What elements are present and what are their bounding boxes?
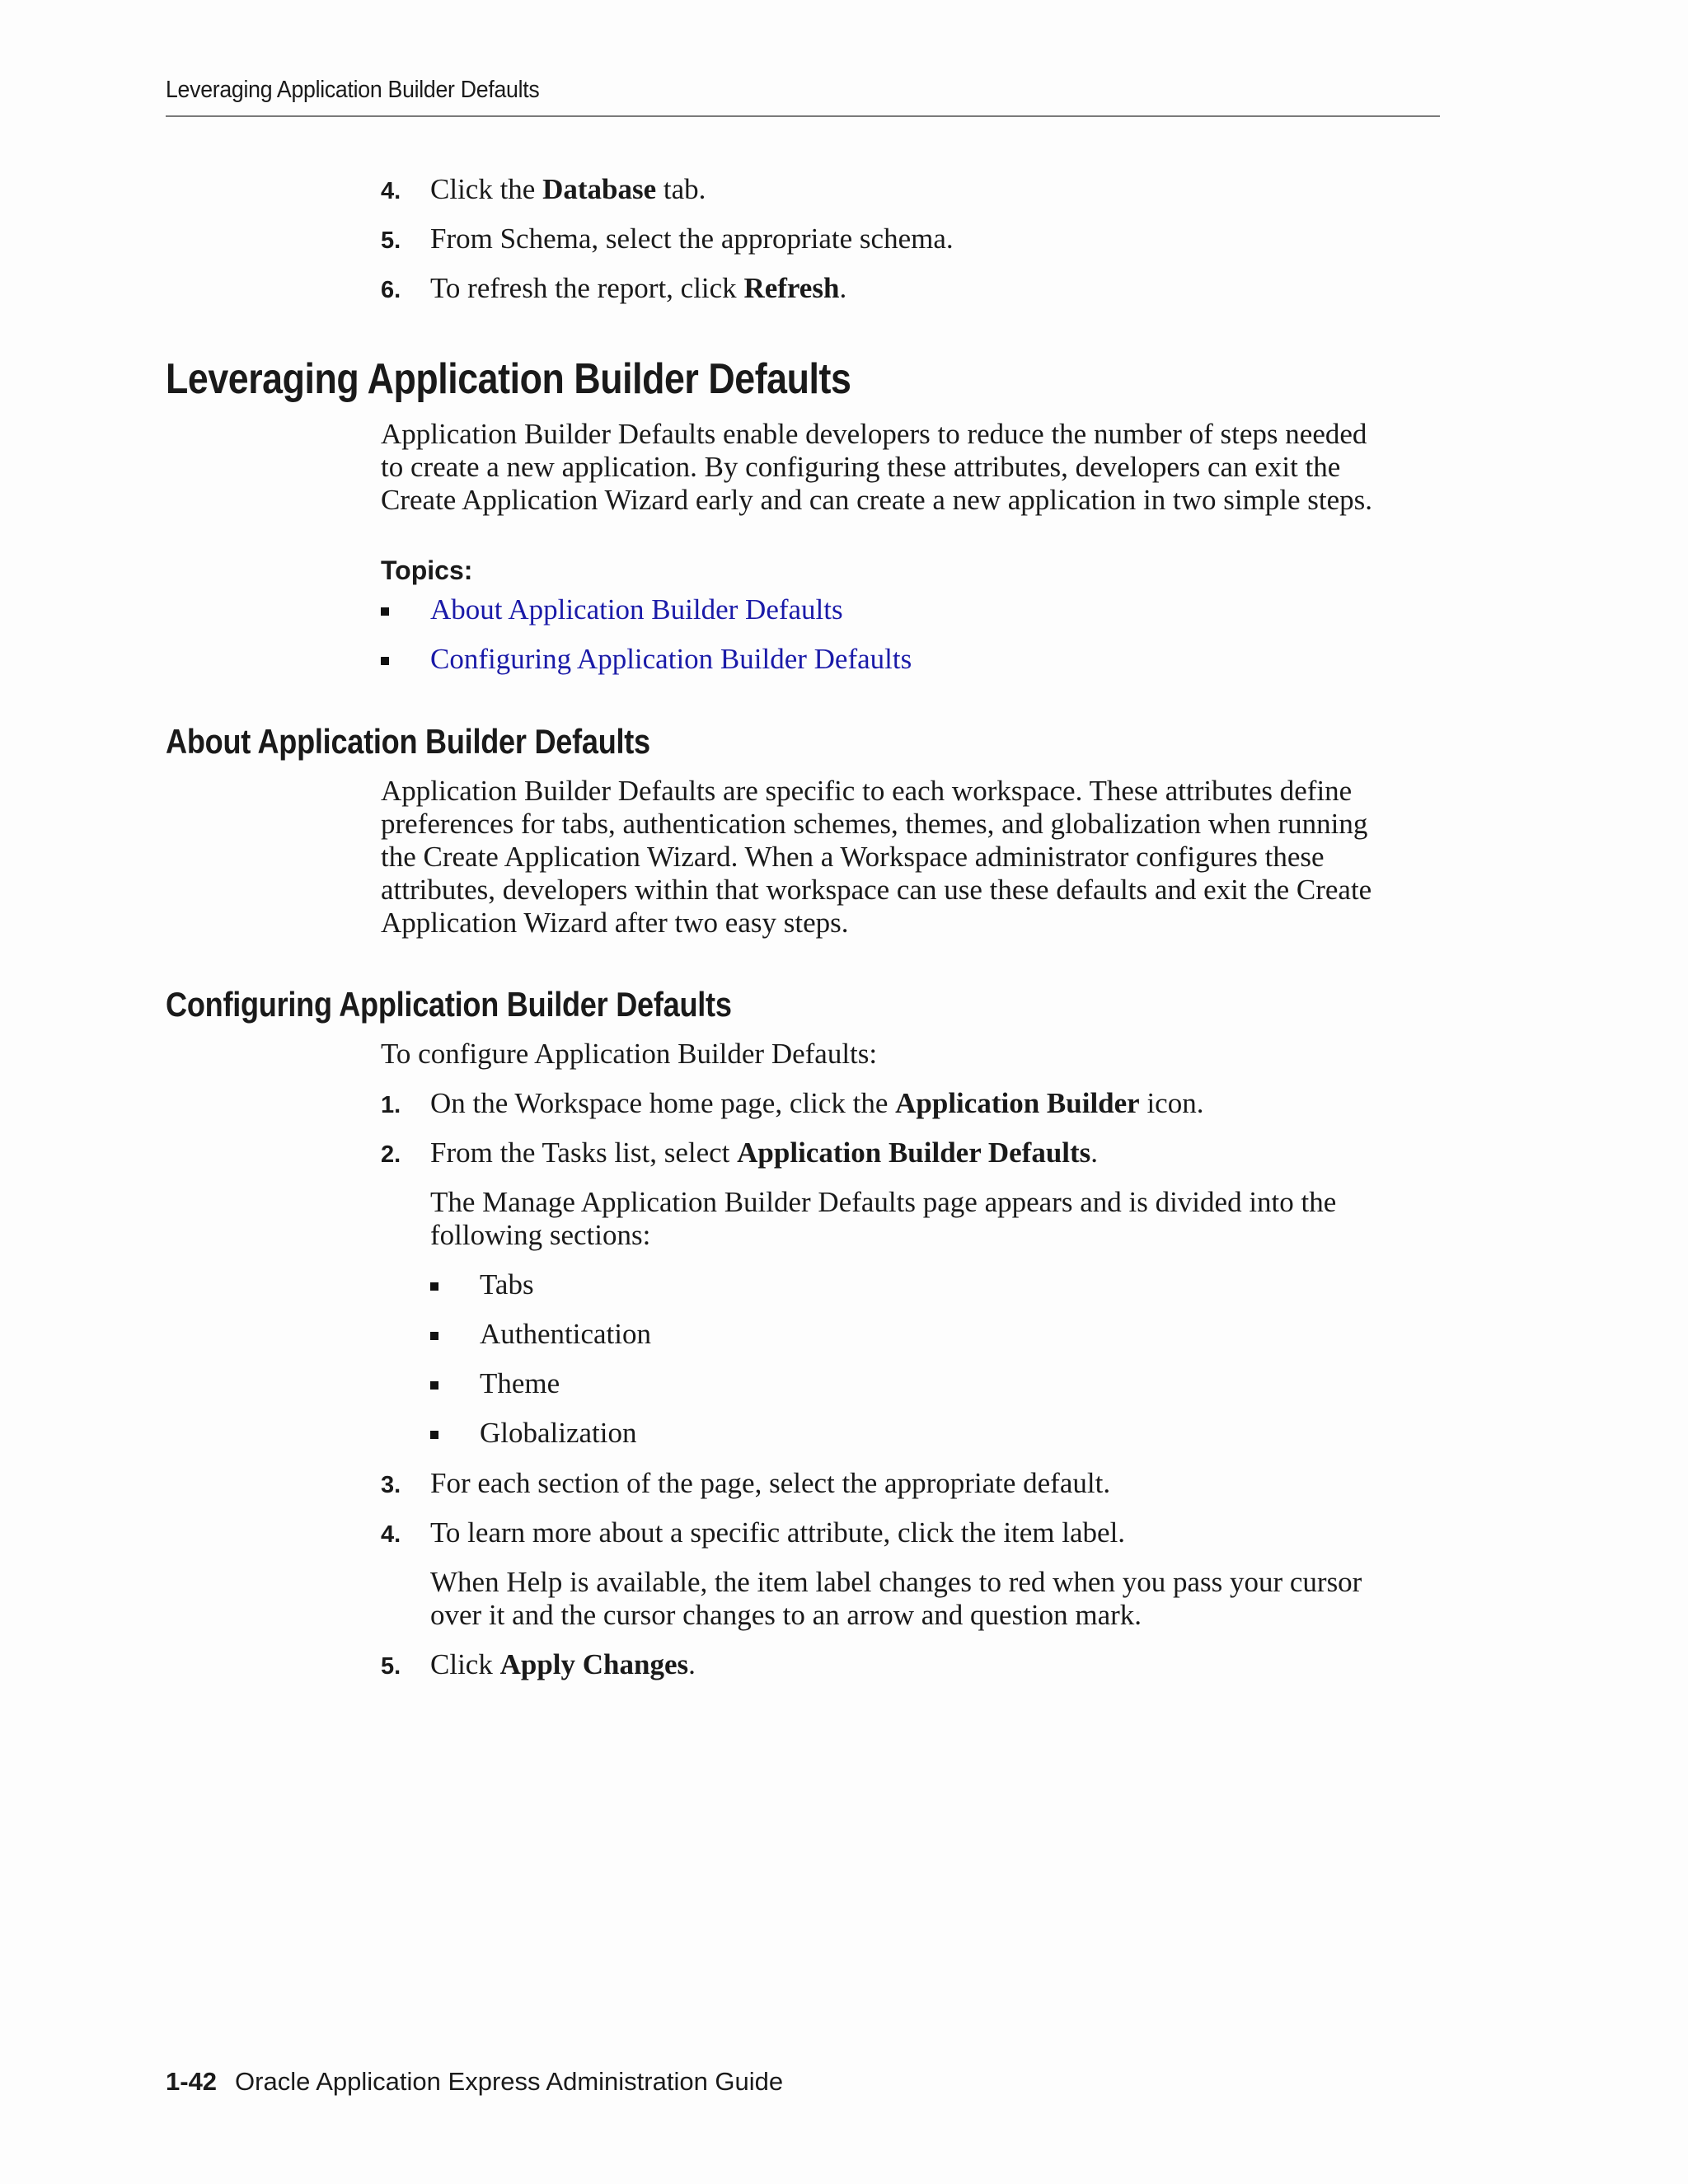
config-step-1: [381, 1087, 1203, 1120]
step4-note: When Help is available, the item label changes to red when you pass your cursor over it and the cursor changes to an arrow and question mark.: [430, 1566, 1362, 1631]
list-item-text: Authentication: [480, 1318, 652, 1350]
intro-step-4: [381, 173, 706, 206]
step-number: 4.: [381, 1521, 401, 1548]
step-number: 5.: [381, 227, 401, 254]
section3-lead: To configure Application Builder Defaults:: [381, 1038, 878, 1070]
topics-label: Topics:: [381, 555, 473, 585]
config-step-4: [381, 1516, 1125, 1549]
step-number: 4.: [381, 178, 401, 204]
bullet-icon: [430, 1381, 438, 1390]
bullet-icon: [381, 607, 389, 616]
section-heading-leveraging: Leveraging Application Builder Defaults: [166, 355, 851, 403]
guide-title: Oracle Application Express Administration Guide: [235, 2067, 784, 2096]
step-text: Click Apply Changes.: [430, 1648, 696, 1680]
list-item-text: Theme: [480, 1367, 560, 1399]
step-text: For each section of the page, select the appropriate default.: [430, 1467, 1111, 1499]
config-step-2: [381, 1137, 1098, 1169]
section-list-item-authentication: [430, 1318, 651, 1351]
topic-link-text[interactable]: Configuring Application Builder Defaults: [430, 643, 912, 675]
intro-step-6: [381, 272, 846, 305]
step-text: Click the Database tab.: [430, 173, 706, 205]
page-number: 1-42: [166, 2067, 218, 2096]
step2-note: The Manage Application Builder Defaults page appears and is divided into the following sections:: [430, 1186, 1337, 1251]
step-number: 5.: [381, 1653, 401, 1680]
bullet-icon: [430, 1282, 438, 1291]
section2-paragraph: Application Builder Defaults are specific to each workspace. These attributes define preferences for tabs, authentication schemes, themes, and globalization when running the Create Application Wizard. When a Workspace administrator configures these attributes, developers within that workspace can use these defaults and exit the Create Application Wizard after two easy steps.: [381, 775, 1372, 939]
config-step-5: [381, 1648, 696, 1681]
page-footer: [166, 2067, 783, 2097]
section-list-item-theme: [430, 1367, 560, 1400]
step-text: To learn more about a specific attribute, click the item label.: [430, 1516, 1126, 1549]
topic-link-configuring[interactable]: [381, 643, 912, 676]
section-heading-configuring: Configuring Application Builder Defaults: [166, 985, 732, 1024]
section1-paragraph: Application Builder Defaults enable developers to reduce the number of steps needed to create a new application. By configuring these attributes, developers can exit the Create Application Wizard early and can create a new application in two simple steps.: [381, 418, 1373, 516]
step-number: 3.: [381, 1472, 401, 1498]
bullet-icon: [430, 1431, 438, 1439]
step-number: 6.: [381, 277, 401, 303]
section-list-item-globalization: [430, 1417, 637, 1450]
list-item-text: Tabs: [480, 1268, 534, 1301]
section-heading-about: About Application Builder Defaults: [166, 722, 650, 761]
list-item-text: Globalization: [480, 1417, 637, 1449]
header-rule: [166, 115, 1440, 117]
step-text: From the Tasks list, select Application Builder Defaults.: [430, 1137, 1099, 1169]
step-text: To refresh the report, click Refresh.: [430, 272, 847, 304]
step-number: 2.: [381, 1141, 401, 1168]
topic-link-text[interactable]: About Application Builder Defaults: [430, 593, 843, 626]
step-number: 1.: [381, 1092, 401, 1118]
intro-step-5: [381, 223, 954, 255]
bullet-icon: [381, 657, 389, 665]
bullet-icon: [430, 1332, 438, 1340]
running-header: Leveraging Application Builder Defaults: [166, 77, 540, 103]
step-text: On the Workspace home page, click the Application Builder icon.: [430, 1087, 1204, 1119]
topic-link-about[interactable]: [381, 593, 843, 626]
step-text: From Schema, select the appropriate schema.: [430, 223, 954, 255]
section-list-item-tabs: [430, 1268, 534, 1301]
config-step-3: [381, 1467, 1110, 1500]
